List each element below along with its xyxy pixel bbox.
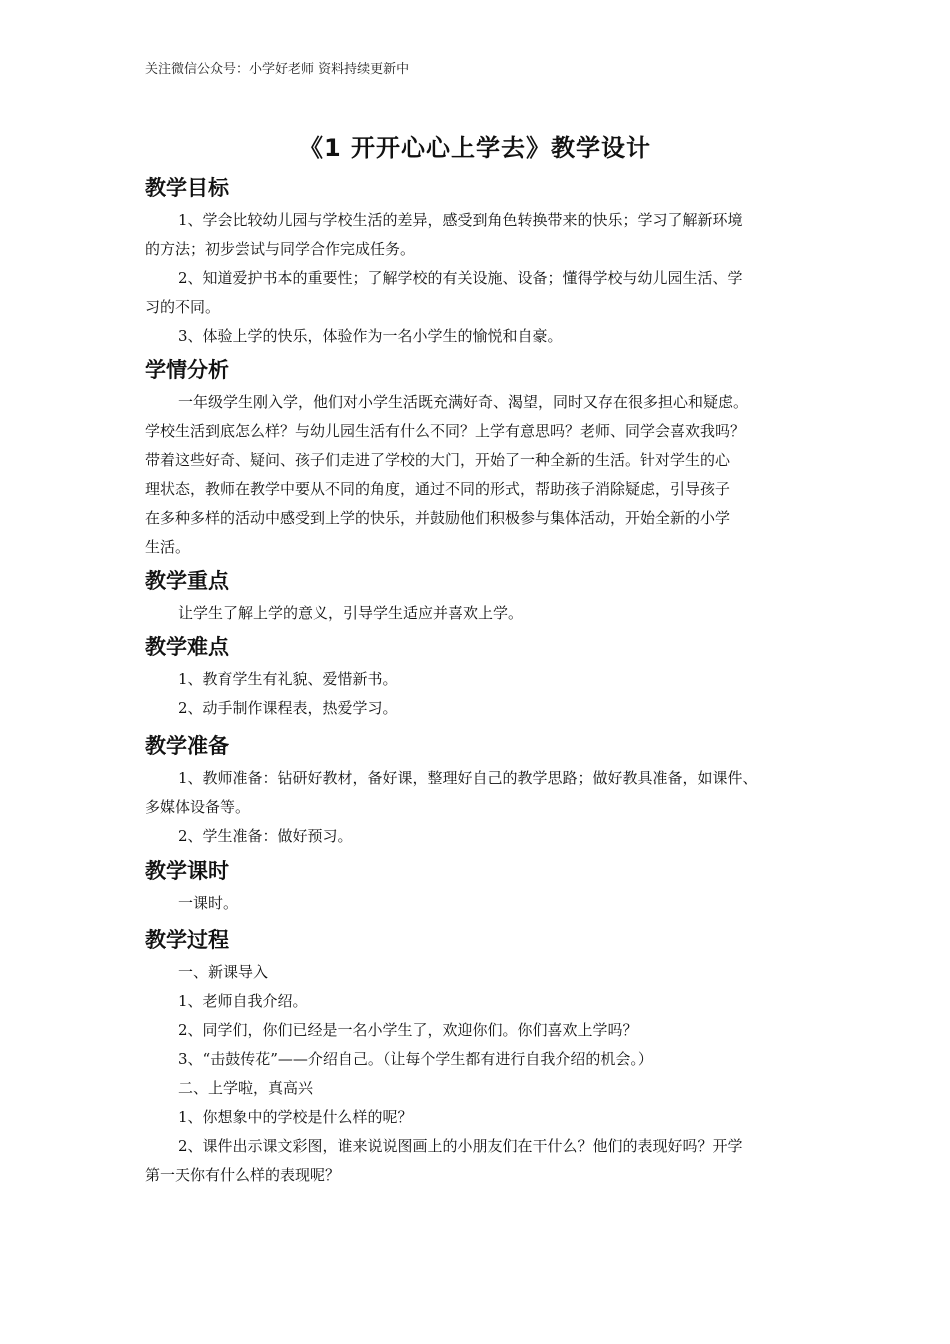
process-line-6: 1、你想象中的学校是什么样的呢？ xyxy=(178,1108,413,1126)
section-heading-analysis: 学情分析 xyxy=(145,358,229,382)
section-heading-goals: 教学目标 xyxy=(145,176,229,200)
analysis-line-4: 理状态，教师在教学中要从不同的角度，通过不同的形式，帮助孩子消除疑虑，引导孩子 xyxy=(145,480,731,498)
difficult-line-1: 1、教育学生有礼貌、爱惜新书。 xyxy=(178,670,398,688)
prep-line-1: 1、教师准备：钻研好教材，备好课，整理好自己的教学思路；做好教具准备，如课件、 xyxy=(178,769,758,787)
prep-line-2: 多媒体设备等。 xyxy=(145,798,251,816)
analysis-line-5: 在多种多样的活动中感受到上学的快乐，并鼓励他们积极参与集体活动，开始全新的小学 xyxy=(145,509,731,527)
analysis-line-1: 一年级学生刚入学，他们对小学生活既充满好奇、渴望，同时又存在很多担心和疑虑。 xyxy=(178,393,749,411)
goals-line-1: 1、学会比较幼儿园与学校生活的差异，感受到角色转换带来的快乐；学习了解新环境 xyxy=(178,211,743,229)
goals-line-5: 3、体验上学的快乐，体验作为一名小学生的愉悦和自豪。 xyxy=(178,327,563,345)
process-line-7: 2、课件出示课文彩图，谁来说说图画上的小朋友们在干什么？他们的表现好吗？开学 xyxy=(178,1137,743,1155)
section-heading-difficult: 教学难点 xyxy=(145,635,229,659)
goals-line-3: 2、知道爱护书本的重要性；了解学校的有关设施、设备；懂得学校与幼儿园生活、学 xyxy=(178,269,743,287)
section-heading-hours: 教学课时 xyxy=(145,859,229,883)
section-heading-process: 教学过程 xyxy=(145,928,229,952)
process-line-3: 2、同学们，你们已经是一名小学生了，欢迎你们。你们喜欢上学吗？ xyxy=(178,1021,638,1039)
key-line-1: 让学生了解上学的意义，引导学生适应并喜欢上学。 xyxy=(178,604,524,622)
analysis-line-2: 学校生活到底怎么样？与幼儿园生活有什么不同？上学有意思吗？老师、同学会喜欢我吗？ xyxy=(145,422,746,440)
section-heading-prep: 教学准备 xyxy=(145,734,229,758)
process-line-5: 二、上学啦，真高兴 xyxy=(178,1079,314,1097)
process-line-4: 3、“击鼓传花”——介绍自己。（让每个学生都有进行自我介绍的机会。） xyxy=(178,1050,653,1068)
document-title: 《1 开开心心上学去》教学设计 xyxy=(298,134,652,162)
process-line-2: 1、老师自我介绍。 xyxy=(178,992,308,1010)
process-line-1: 一、新课导入 xyxy=(178,963,269,981)
prep-line-3: 2、学生准备：做好预习。 xyxy=(178,827,353,845)
header-note: 关注微信公众号：小学好老师 资料持续更新中 xyxy=(145,62,410,77)
section-heading-key: 教学重点 xyxy=(145,569,229,593)
difficult-line-2: 2、动手制作课程表，热爱学习。 xyxy=(178,699,398,717)
goals-line-2: 的方法；初步尝试与同学合作完成任务。 xyxy=(145,240,416,258)
process-line-8: 第一天你有什么样的表现呢？ xyxy=(145,1166,341,1184)
analysis-line-3: 带着这些好奇、疑问、孩子们走进了学校的大门，开始了一种全新的生活。针对学生的心 xyxy=(145,451,731,469)
goals-line-4: 习的不同。 xyxy=(145,298,221,316)
analysis-line-6: 生活。 xyxy=(145,538,191,556)
hours-line-1: 一课时。 xyxy=(178,894,239,912)
